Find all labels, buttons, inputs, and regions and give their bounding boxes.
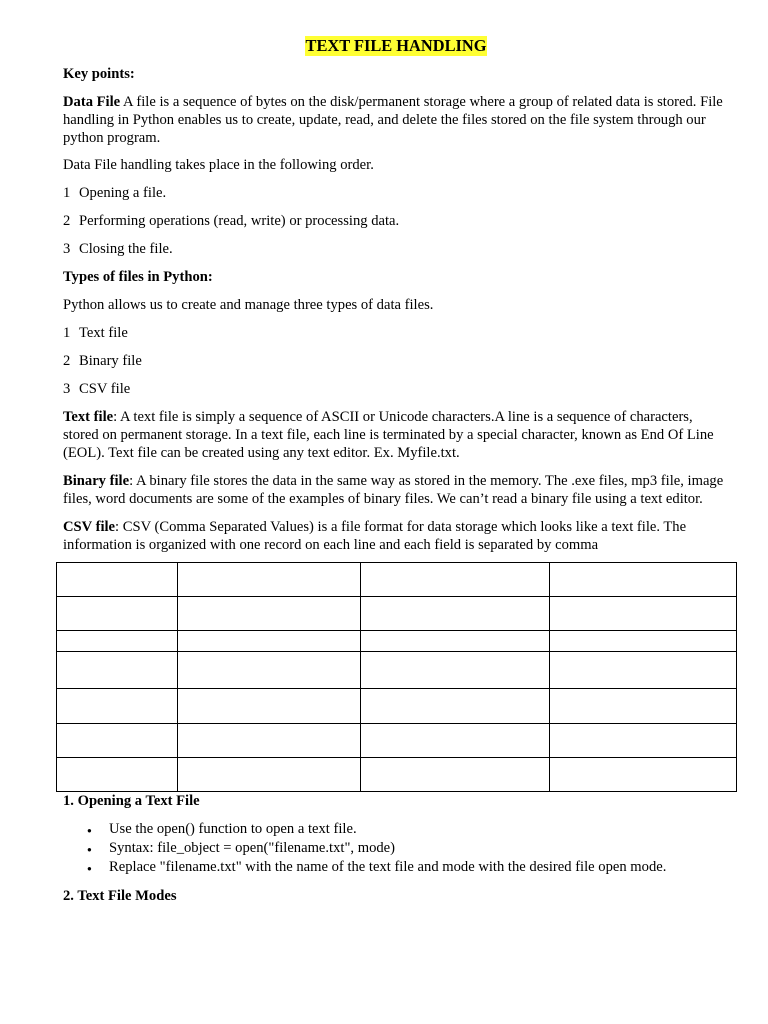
csv-file-text: : CSV (Comma Separated Values) is a file format for data storage which looks like a text file. The information is organized with one record on each line and each field is separated by comma	[63, 519, 687, 553]
table-cell	[177, 631, 360, 652]
table-cell	[550, 652, 737, 689]
type-item	[63, 380, 725, 398]
types-heading: Types of files in Python:	[63, 269, 213, 285]
type-item-text: Binary file	[79, 353, 142, 369]
type-item	[63, 324, 725, 342]
order-item-text: Closing the file.	[79, 241, 173, 257]
list-item-text: Use the open() function to open a text file.	[109, 821, 357, 837]
list-item	[87, 820, 725, 839]
table-row	[57, 597, 737, 631]
text-file-paragraph	[63, 408, 725, 462]
bullet-icon: ●	[87, 845, 92, 854]
csv-file-paragraph	[63, 518, 725, 554]
table-cell	[550, 631, 737, 652]
table-row	[57, 652, 737, 689]
csv-file-term: CSV file	[63, 519, 116, 535]
table-cell	[550, 563, 737, 597]
table-cell	[177, 563, 360, 597]
type-item-number: 1	[63, 325, 71, 341]
table-cell	[360, 652, 550, 689]
section-1-heading: 1. Opening a Text File	[63, 793, 200, 809]
table-cell	[177, 689, 360, 724]
list-item-text: Syntax: file_object = open("filename.txt", mode)	[109, 840, 395, 856]
data-file-term: Data File	[63, 94, 121, 110]
csv-example-table	[56, 562, 737, 792]
binary-file-paragraph	[63, 472, 725, 508]
binary-file-text: : A binary file stores the data in the same way as stored in the memory. The .exe files, mp3 file, image files, word documents are some of the examples of binary files. We can’t read a binary file using a text editor.	[63, 473, 724, 507]
document-page	[63, 36, 725, 915]
table-cell	[550, 597, 737, 631]
table-cell	[57, 652, 178, 689]
table-cell	[360, 724, 550, 758]
type-item-number: 2	[63, 353, 71, 369]
table-cell	[57, 689, 178, 724]
bullet-icon: ●	[87, 864, 92, 873]
order-item-number: 1	[63, 185, 71, 201]
data-file-paragraph	[63, 93, 725, 147]
table-cell	[360, 631, 550, 652]
data-file-text: A file is a sequence of bytes on the disk/permanent storage where a group of related data is stored. File handling in Python enables us to create, update, read, and delete the files stored on the file system through our python program.	[63, 94, 723, 146]
title-container	[67, 36, 725, 56]
table-cell	[360, 563, 550, 597]
table-cell	[360, 758, 550, 792]
table-row	[57, 631, 737, 652]
type-item-number: 3	[63, 381, 71, 397]
type-item-text: Text file	[79, 325, 128, 341]
types-intro: Python allows us to create and manage three types of data files.	[63, 297, 434, 313]
order-item-text: Performing operations (read, write) or processing data.	[79, 213, 400, 229]
page-title: TEXT FILE HANDLING	[305, 36, 487, 55]
table-cell	[57, 724, 178, 758]
section-1-bullets	[63, 820, 725, 877]
bullet-icon: ●	[87, 826, 92, 835]
order-intro: Data File handling takes place in the following order.	[63, 157, 374, 173]
table-cell	[57, 758, 178, 792]
list-item	[87, 839, 725, 858]
table-cell	[177, 652, 360, 689]
table-cell	[360, 689, 550, 724]
binary-file-term: Binary file	[63, 473, 130, 489]
table-cell	[550, 724, 737, 758]
order-item	[63, 240, 725, 258]
table-cell	[177, 724, 360, 758]
table-row	[57, 758, 737, 792]
order-item-number: 2	[63, 213, 71, 229]
table-cell	[550, 689, 737, 724]
table-cell	[177, 758, 360, 792]
list-item	[87, 858, 725, 877]
order-item	[63, 184, 725, 202]
table-row	[57, 724, 737, 758]
order-item-text: Opening a file.	[79, 185, 167, 201]
type-item-text: CSV file	[79, 381, 131, 397]
table-cell	[360, 597, 550, 631]
order-item-number: 3	[63, 241, 71, 257]
key-points-heading: Key points:	[63, 66, 135, 82]
table-cell	[177, 597, 360, 631]
table-cell	[57, 631, 178, 652]
table-row	[57, 689, 737, 724]
order-item	[63, 212, 725, 230]
table-row	[57, 563, 737, 597]
table-cell	[57, 563, 178, 597]
list-item-text: Replace "filename.txt" with the name of the text file and mode with the desired file open mode.	[109, 859, 667, 875]
text-file-term: Text file	[63, 409, 114, 425]
text-file-text: : A text file is simply a sequence of ASCII or Unicode characters.A line is a sequence of characters, stored on permanent storage. In a text file, each line is terminated by a special character, known as End Of Line (EOL). Text file can be created using any text editor. Ex. Myfile.txt.	[63, 409, 714, 461]
table-cell	[57, 597, 178, 631]
table-cell	[550, 758, 737, 792]
section-2-heading: 2. Text File Modes	[63, 888, 177, 904]
type-item	[63, 352, 725, 370]
